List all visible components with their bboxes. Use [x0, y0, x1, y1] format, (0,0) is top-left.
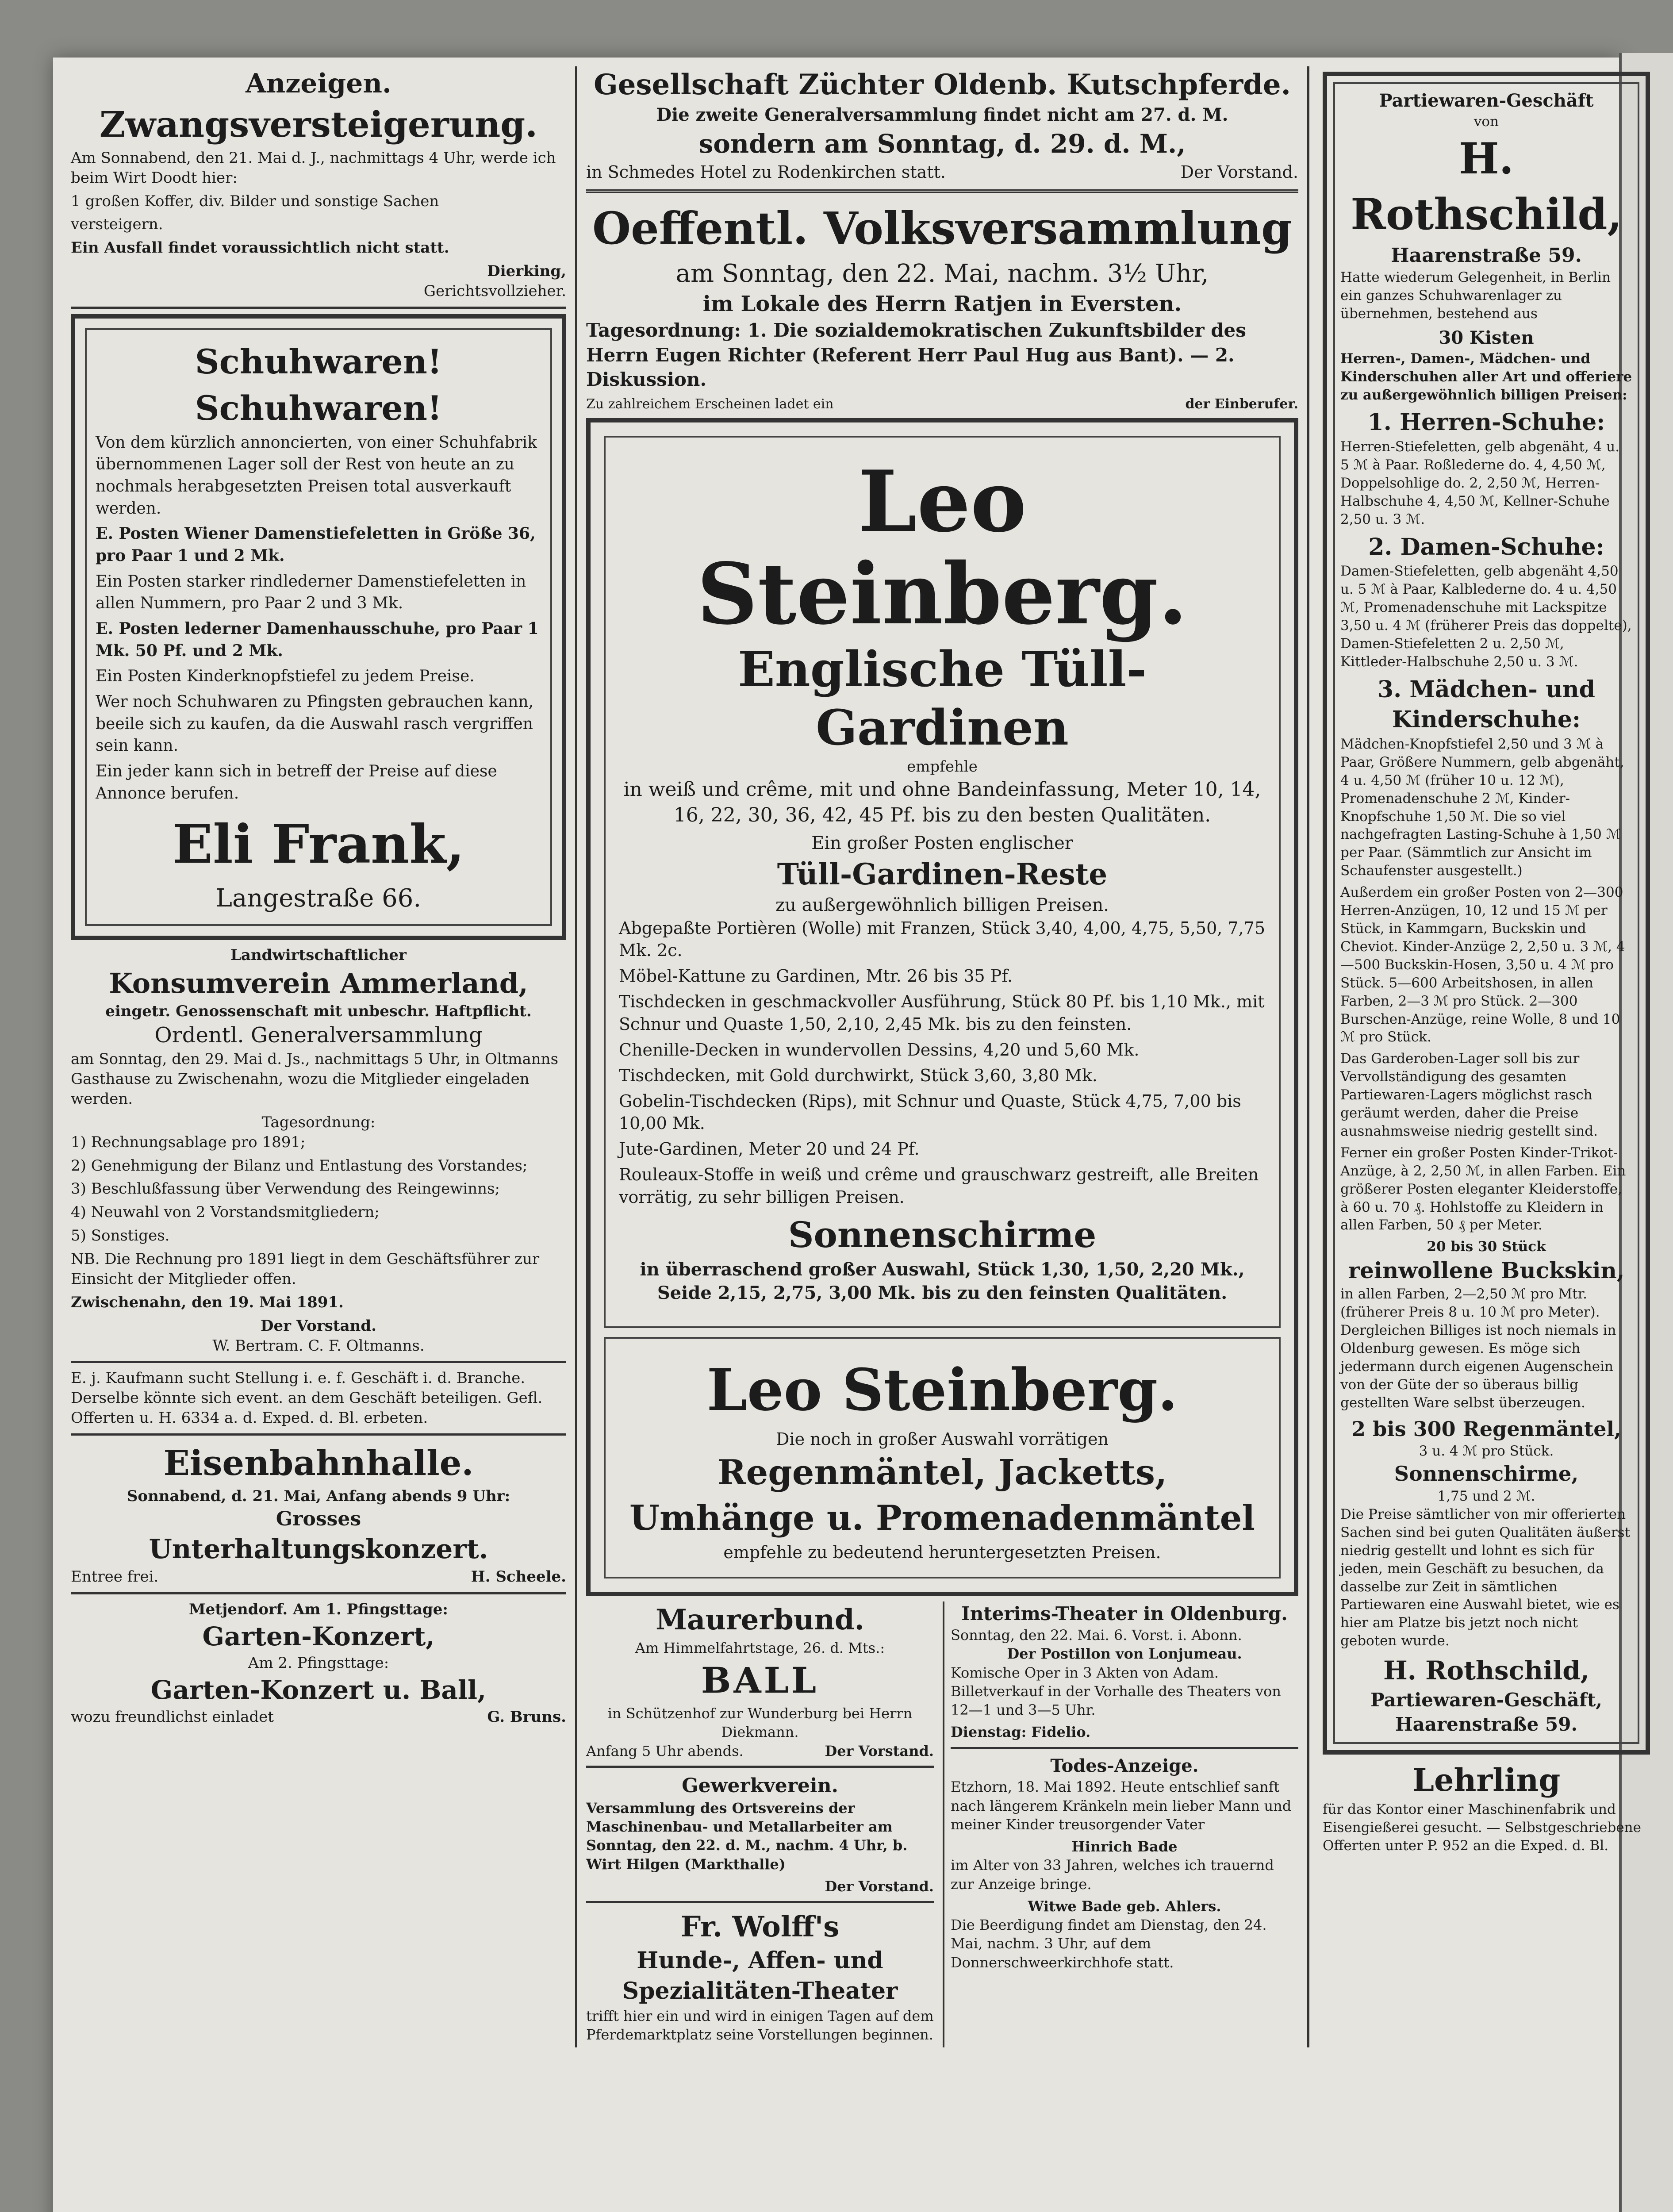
- rs-name: H. Rothschild,: [1351, 133, 1622, 240]
- divider: [586, 1901, 934, 1903]
- leo-l4: zu außergewöhnlich billigen Preisen.: [775, 895, 1109, 916]
- konsum-title: Konsumverein Ammerland,: [109, 967, 528, 1000]
- leo-sub: Englische Tüll-Gardinen: [737, 641, 1147, 757]
- rs-r: 2 bis 300 Regenmäntel,: [1351, 1417, 1621, 1441]
- rs-p3: Außerdem ein großer Posten von 2—300 Herren-Anzügen, 10, 12 und 15 ℳ per Stück, in Kammgarn, Buckskin und Cheviot. Kinder-Anzüge 2, 2,50 u. 3 ℳ, 4—500 Buckskin-Hosen, 3,50 u. 4 ℳ pro Stück. 5—600 Arbeitshosen, in allen Farben, 2—3 ℳ pro Stück. 2—300 Burschen-Anzüge, reine Wolle, 8 und 10 ℳ pro Stück.: [1340, 884, 1625, 1045]
- middle-column: [575, 66, 1309, 2047]
- rs-son: Sonnenschirme,: [1394, 1462, 1579, 1486]
- konsum-to: Tagesordnung:: [261, 1113, 376, 1131]
- tod-l2: im Alter von 33 Jahren, welches ich trauernd zur Anzeige bringe.: [951, 1857, 1274, 1893]
- zwang-items: 1 großen Koffer, div. Bilder und sonstige Sachen: [71, 192, 439, 210]
- interims-l3: Komische Oper in 3 Akten von Adam. Billetverkauf in der Vorhalle des Theaters von 12—1 und 3—5 Uhr.: [951, 1664, 1281, 1719]
- zwang-note: Ein Ausfall findet voraussichtlich nicht statt.: [71, 239, 449, 257]
- ges-title: Gesellschaft Züchter Oldenb. Kutschpferde.: [594, 68, 1291, 101]
- zwang-verb: versteigern.: [71, 215, 163, 234]
- konsum-i2: 2) Genehmigung der Bilanz und Entlastung des Vorstandes;: [71, 1156, 528, 1175]
- rs-p9: Die Preise sämtlicher von mir offerierten Sachen sind bei guten Qualitäten äußerst niedrig gestellt und lohnt es sich für jeden, mein Geschäft zu besuchen, da dasselbe zur Zeit in sämtlichen Partiewaren eine Auswahl bietet, wie es hier am Platze bis jetzt noch nicht geboten wurde.: [1340, 1506, 1631, 1649]
- rs-addr: Haarenstraße 59.: [1391, 244, 1582, 267]
- leo2-l2: Regenmäntel, Jacketts,: [717, 1452, 1167, 1493]
- leo-emp: empfehle: [907, 758, 978, 776]
- volk-title: Oeffentl. Volksversammlung: [592, 202, 1293, 254]
- tod-t: Todes-Anzeige.: [1050, 1755, 1199, 1776]
- leo2-name: Leo Steinberg.: [706, 1356, 1178, 1424]
- maurer-l2: in Schützenhof zur Wunderburg bei Herrn Diekmann.: [607, 1705, 913, 1741]
- divider: [71, 1592, 566, 1594]
- rs-p4: Das Garderoben-Lager soll bis zur Vervollständigung des gesamten Partiewaren-Lagers möglichst rasch geräumt werden, daher die Preise ausnahmsweise niedrig gestellt sind.: [1340, 1051, 1598, 1139]
- rs-n2b: Haarenstraße 59.: [1395, 1713, 1578, 1736]
- metj-t2: Am 2. Pfingsttage:: [248, 1654, 389, 1672]
- konsum-nb: NB. Die Rechnung pro 1891 liegt in dem Geschäftsführer zur Einsicht der Mitglieder offen.: [71, 1250, 540, 1288]
- rs-s2t: Damen-Stiefeletten, gelb abgenäht 4,50 u. 5 ℳ à Paar, Kalblederne do. 4 u. 4,50 ℳ, Promenadenschuhe mit Lackspitze 3,50 u. 4 ℳ (früherer Preis das doppelte), Damen-Stiefeletten 2 u. 2,50 ℳ, Kittleder-Halbschuhe 2,50 u. 3 ℳ.: [1340, 563, 1632, 670]
- metj-e: wozu freundlichst einladet: [71, 1708, 274, 1726]
- interims-t: Interims-Theater in Oldenburg.: [961, 1602, 1288, 1624]
- schuh-p3: Ein Posten starker rindlederner Damenstiefeletten in allen Nummern, pro Paar 2 und 3 Mk.: [96, 572, 526, 613]
- schuh-p5: Ein Posten Kinderknopfstiefel zu jedem Preise.: [96, 667, 475, 686]
- divider: [951, 1747, 1298, 1749]
- interims-l2: Der Postillon von Lonjumeau.: [1007, 1645, 1242, 1663]
- metj-t: Metjendorf. Am 1. Pfingsttage:: [189, 1601, 448, 1619]
- leo-i3: Tischdecken in geschmackvoller Ausführung, Stück 80 Pf. bis 1,10 Mk., mit Schnur und Quaste 1,50, 2,10, 2,45 Mk. bis zu den feinsten.: [619, 992, 1265, 1034]
- rs-s1: 1. Herren-Schuhe:: [1367, 409, 1605, 436]
- tod-l1: Etzhorn, 18. Mai 1892. Heute entschlief sanft nach längerem Kränkeln mein lieber Mann und meiner Kinder treusorgender Vater: [951, 1778, 1292, 1833]
- leo-i8: Rouleaux-Stoffe in weiß und crême und grauschwarz gestreift, alle Breiten vorrätig, zu sehr billigen Preisen.: [619, 1165, 1259, 1207]
- leo2-l1: Die noch in großer Auswahl vorrätigen: [776, 1429, 1109, 1449]
- schuh-name: Eli Frank,: [172, 813, 465, 876]
- konsum-i3: 3) Beschlußfassung über Verwendung des Reingewinns;: [71, 1180, 500, 1198]
- maurer-t: Maurerbund.: [656, 1603, 864, 1636]
- rs-s1t: Herren-Stiefeletten, gelb abgenäht, 4 u. 5 ℳ à Paar. Roßlederne do. 4, 4,50 ℳ, Doppelsohlige do. 2, 2,50 ℳ, Herren-Halbschuhe 4, 4,50 ℳ, Kellner-Schuhe 2,50 u. 3 ℳ.: [1340, 439, 1620, 527]
- zwang-sign: Dierking,: [487, 262, 566, 280]
- anzeigen-header: Anzeigen.: [246, 68, 391, 99]
- schuhwaren-ad: [71, 314, 566, 940]
- konsum-i4: 4) Neuwahl von 2 Vorstandsmitgliedern;: [71, 1203, 380, 1221]
- zwang-sign2: Gerichtsvollzieher.: [423, 282, 566, 300]
- leo-l5: in überraschend großer Auswahl, Stück 1,30, 1,50, 2,20 Mk., Seide 2,15, 2,75, 3,00 Mk. bis zu den feinsten Qualitäten.: [640, 1259, 1245, 1304]
- schuh-p2: E. Posten Wiener Damenstiefeletten in Größe 36, pro Paar 1 und 2 Mk.: [96, 524, 536, 565]
- gew-l1: Versammlung des Ortsvereins der Maschinenbau- und Metallarbeiter am Sonntag, den 22. d. M., nachm. 4 Uhr, b. Wirt Hilgen (Markthalle): [586, 1799, 908, 1873]
- right-column: [1323, 66, 1650, 1859]
- maurer-ball: BALL: [701, 1659, 819, 1701]
- wolff-l1: trifft hier ein und wird in einigen Tagen auf dem Pferdemarktplatz seine Vorstellungen beginnen.: [586, 2007, 934, 2043]
- metj-g2: Garten-Konzert u. Ball,: [150, 1675, 487, 1705]
- ges-l2: sondern am Sonntag, d. 29. d. M.,: [698, 129, 1186, 159]
- rs-von: von: [1473, 113, 1499, 130]
- zwang-text: Am Sonnabend, den 21. Mai d. J., nachmittags 4 Uhr, werde ich beim Wirt Doodt hier:: [71, 149, 556, 187]
- leo-i6: Gobelin-Tischdecken (Rips), mit Schnur und Quaste, Stück 4,75, 7,00 bis 10,00 Mk.: [619, 1091, 1241, 1133]
- leo-l1: in weiß und crême, mit und ohne Bandeinfassung, Meter 10, 14, 16, 22, 30, 36, 42, 45 Pf. bis zu den besten Qualitäten.: [623, 778, 1261, 827]
- eisen-entree: Entree frei.: [71, 1568, 159, 1586]
- leo-i4: Chenille-Decken in wundervollen Dessins, 4,20 und 5,60 Mk.: [619, 1040, 1140, 1060]
- metj-g: Garten-Konzert,: [202, 1621, 435, 1651]
- volk-l3: Tagesordnung: 1. Die sozialdemokratischen Zukunftsbilder des Herrn Eugen Richter (Referent Herr Paul Hug aus Bant). — 2. Diskussion.: [586, 319, 1246, 391]
- eisen-text: Sonnabend, d. 21. Mai, Anfang abends 9 Uhr:: [127, 1487, 510, 1505]
- schuh-title-2: Schuhwaren!: [195, 388, 442, 428]
- schuh-addr: Langestraße 66.: [215, 884, 422, 913]
- rs-p5: Ferner ein großer Posten Kinder-Trikot-Anzüge, à 2, 2,50 ℳ, in allen Farben. Ein größerer Posten eleganter Kleiderstoffe, à 60 u. 70 ₰. Hohlstoffe zu Kleidern in allen Farben, 50 ₰ per Meter.: [1340, 1144, 1626, 1233]
- konsum-names: W. Bertram. C. F. Oltmanns.: [212, 1336, 425, 1355]
- gew-t: Gewerkverein.: [682, 1774, 838, 1797]
- divider: [71, 1361, 566, 1363]
- ges-l1: Die zweite Generalversammlung findet nicht am 27. d. M.: [656, 104, 1228, 126]
- volk-l1: am Sonntag, den 22. Mai, nachm. 3½ Uhr,: [675, 259, 1209, 288]
- eisen-gr: Grosses: [276, 1507, 361, 1530]
- konsum-i1: 1) Rechnungsablage pro 1891;: [71, 1133, 306, 1151]
- konsum-vs: Der Vorstand.: [261, 1317, 376, 1335]
- konsum-pre: Landwirtschaftlicher: [230, 946, 407, 964]
- konsum-h: Ordentl. Generalversammlung: [154, 1022, 483, 1048]
- interims-l4: Dienstag: Fidelio.: [951, 1724, 1091, 1741]
- schuh-title-1: Schuhwaren!: [195, 342, 442, 381]
- rs-p8: in allen Farben, 2—2,50 ℳ pro Mtr. (früherer Preis 8 u. 10 ℳ pro Meter). Dergleichen Billiges ist noch niemals in Oldenburg gewesen. Es möge sich jedermann durch eigenen Augenschein von der Güte der so überaus billig gestellten Ware selbst überzeugen.: [1340, 1286, 1616, 1411]
- leo-i2: Möbel-Kattune zu Gardinen, Mtr. 26 bis 35 Pf.: [619, 966, 1013, 986]
- schuh-p1: Von dem kürzlich annoncierten, von einer Schuhfabrik übernommenen Lager soll der Rest von heute an zu nochmals herabgesetzten Preisen total ausverkauft werden.: [96, 433, 537, 518]
- divider: [586, 189, 1298, 193]
- tod-l3: Die Beerdigung findet am Dienstag, den 24. Mai, nachm. 3 Uhr, auf dem Donnerschweerkirchhofe statt.: [951, 1916, 1267, 1971]
- volk-l2: im Lokale des Herrn Ratjen in Eversten.: [702, 291, 1182, 316]
- schuh-p7: Ein jeder kann sich in betreff der Preise auf diese Annonce berufen.: [96, 762, 497, 803]
- leo2-l3: Umhänge u. Promenadenmäntel: [629, 1498, 1255, 1538]
- volk-f: Zu zahlreichem Erscheinen ladet ein: [586, 396, 834, 412]
- rs-n2: H. Rothschild,: [1383, 1655, 1589, 1686]
- leo2-l4: empfehle zu bedeutend heruntergesetzten Preisen.: [723, 1542, 1161, 1562]
- rs-p1: Hatte wiederum Gelegenheit, in Berlin ein ganzes Schuhwarenlager zu übernehmen, bestehend aus: [1340, 269, 1611, 322]
- wolff-t: Fr. Wolff's: [680, 1910, 840, 1943]
- rs-s3t: Mädchen-Knopfstiefel 2,50 und 3 ℳ à Paar, Größere Nummern, gelb abgenäht, 4 u. 4,50 ℳ (früher 10 u. 12 ℳ), Promenadenschuhe 2 ℳ, Kinder-Knopfschuhe 1,50 ℳ. Die so viel nachgefragten Lasting-Schuhe à 1,50 ℳ per Paar. (Sämmtlich zur Ansicht im Schaufenster ausgestellt.): [1340, 736, 1624, 879]
- mid-bottom-left: [586, 1601, 934, 2047]
- konsum-sub: eingetr. Genossenschaft mit unbeschr. Haftpflicht.: [105, 1002, 532, 1020]
- leo-i1: Abgepaßte Portièren (Wolle) mit Franzen, Stück 3,40, 4,00, 4,75, 5,50, 7,75 Mk. 2c.: [619, 918, 1266, 960]
- rothschild-ad: [1323, 72, 1650, 1755]
- zwang-title: Zwangsversteigerung.: [99, 104, 538, 146]
- left-column: [71, 66, 566, 1727]
- schuh-p4: E. Posten lederner Damenhausschuhe, pro Paar 1 Mk. 50 Pf. und 2 Mk.: [96, 619, 539, 660]
- maurer-l3: Anfang 5 Uhr abends.: [586, 1742, 744, 1759]
- tod-n: Hinrich Bade: [1071, 1838, 1178, 1855]
- rs-p7: reinwollene Buckskin,: [1348, 1257, 1625, 1284]
- tod-w: Witwe Bade geb. Ahlers.: [1028, 1897, 1221, 1915]
- leo-name: Leo Steinberg.: [697, 452, 1188, 644]
- rs-n2a: Partiewaren-Geschäft,: [1370, 1689, 1602, 1711]
- divider: [71, 307, 566, 309]
- volk-s: der Einberufer.: [1185, 396, 1298, 412]
- leo-l3: Tüll-Gardinen-Reste: [777, 856, 1108, 891]
- kaufmann-ad: E. j. Kaufmann sucht Stellung i. e. f. Geschäft i. d. Branche. Derselbe könnte sich event. an dem Geschäft beteiligen. Gefl. Offerten u. H. 6334 a. d. Exped. d. Bl. erbeten.: [71, 1369, 543, 1427]
- rs-p6: 20 bis 30 Stück: [1427, 1239, 1546, 1255]
- konsum-text: am Sonntag, den 29. Mai d. Js., nachmittags 5 Uhr, in Oltmanns Gasthause zu Zwischenahn, wozu die Mitglieder eingeladen werden.: [71, 1050, 559, 1108]
- eisen-k: Unterhaltungskonzert.: [149, 1533, 488, 1565]
- divider: [586, 1766, 934, 1768]
- maurer-vs: Der Vorstand.: [825, 1742, 934, 1759]
- rs-s3: 3. Mädchen- und Kinderschuhe:: [1377, 676, 1596, 733]
- lehrling-title: Lehrling: [1412, 1761, 1561, 1798]
- eisen-title: Eisenbahnhalle.: [163, 1443, 474, 1484]
- rs-p2: Herren-, Damen-, Mädchen- und Kinderschuhen aller Art und offeriere zu außergewöhnlich billigen Preisen:: [1340, 350, 1632, 403]
- rs-sont: 1,75 und 2 ℳ.: [1437, 1488, 1535, 1504]
- konsum-date: Zwischenahn, den 19. Mai 1891.: [71, 1293, 344, 1311]
- rs-k: 30 Kisten: [1439, 327, 1534, 348]
- leo-i7: Jute-Gardinen, Meter 20 und 24 Pf.: [619, 1139, 920, 1159]
- schuh-p6: Wer noch Schuhwaren zu Pfingsten gebrauchen kann, beeile sich zu kaufen, da die Auswahl rasch vergriffen sein kann.: [96, 693, 534, 755]
- gew-vs: Der Vorstand.: [825, 1878, 934, 1895]
- mid-bottom-right: [943, 1601, 1298, 2047]
- leo-steinberg-ad: [586, 418, 1298, 1596]
- eisen-sign: H. Scheele.: [471, 1568, 566, 1586]
- rs-h1: Partiewaren-Geschäft: [1379, 90, 1594, 111]
- ges-vs: Der Vorstand.: [1180, 162, 1298, 182]
- konsum-i5: 5) Sonstiges.: [71, 1227, 170, 1245]
- wolff-t2: Hunde-, Affen- und Spezialitäten-Theater: [622, 1947, 898, 2005]
- interims-l1: Sonntag, den 22. Mai. 6. Vorst. i. Abonn.: [951, 1627, 1242, 1644]
- metj-s: G. Bruns.: [487, 1708, 566, 1726]
- divider: [71, 1433, 566, 1436]
- leo-son: Sonnenschirme: [788, 1214, 1097, 1256]
- lehrling-text: für das Kontor einer Maschinenfabrik und Eisengießerei gesucht. — Selbstgeschriebene Offerten unter P. 952 an die Exped. d. Bl.: [1323, 1801, 1641, 1854]
- maurer-l1: Am Himmelfahrtstage, 26. d. Mts.:: [635, 1640, 885, 1657]
- rs-s2: 2. Damen-Schuhe:: [1368, 533, 1604, 561]
- rs-rt: 3 u. 4 ℳ pro Stück.: [1419, 1443, 1554, 1459]
- leo-i5: Tischdecken, mit Gold durchwirkt, Stück 3,60, 3,80 Mk.: [619, 1065, 1097, 1085]
- ges-l3: in Schmedes Hotel zu Rodenkirchen statt.: [586, 162, 946, 182]
- leo-l2: Ein großer Posten englischer: [811, 833, 1073, 854]
